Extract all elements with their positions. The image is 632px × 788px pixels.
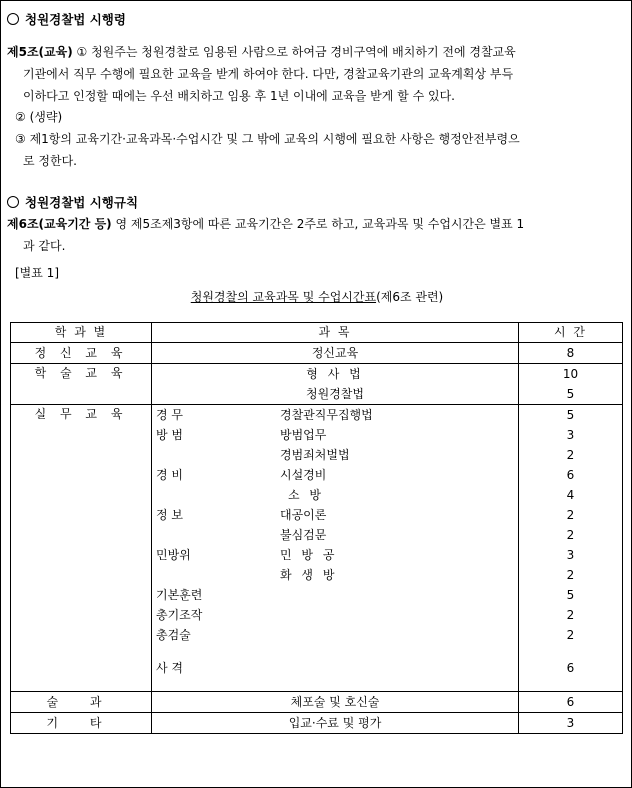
table-row — [11, 405, 623, 426]
subject-cell: 총기조작 — [152, 605, 519, 625]
hours-cell: 3 — [519, 545, 623, 565]
article-5-para-3-line-2: 로 정한다. — [23, 154, 77, 168]
article-5-para-2: ② (생략) — [15, 110, 63, 124]
hours-cell: 5 — [519, 585, 623, 605]
hours-cell: 6 — [519, 465, 623, 485]
subject-cell: 정 보 대공이론 — [152, 505, 519, 525]
hours-cell: 6 — [519, 692, 623, 713]
hours-cell: 2 — [519, 505, 623, 525]
subject-cell: 화 생 방 — [152, 565, 519, 585]
group-cell: 정 신 교 육 — [11, 343, 152, 364]
group-cell: 기 타 — [11, 713, 152, 734]
subject-cell: 불심검문 — [152, 525, 519, 545]
header-department: 학 과 별 — [11, 323, 152, 343]
subject-cell: 방 범 방범업무 — [152, 425, 519, 445]
article-6-line-1: 제6조(교육기간 등) 영 제5조제3항에 따른 교육기간은 2주로 하고, 교육과목 및 수업시간은 별표 1 — [7, 217, 525, 231]
hours-cell: 3 — [519, 713, 623, 734]
hours-cell: 5 — [519, 405, 623, 426]
section-title-rules: 청원경찰법 시행규칙 — [7, 193, 138, 211]
table-row — [11, 692, 623, 713]
article-5-line-3: 이하다고 인정할 때에는 우선 배치하고 임용 후 1년 이내에 교육을 받게 할 수 있다. — [23, 89, 455, 103]
subject-cell: 소 방 — [152, 485, 519, 505]
circle-bullet-icon — [7, 196, 19, 208]
hours-cell: 4 — [519, 485, 623, 505]
table-row — [11, 713, 623, 734]
group-cell: 실 무 교 육 — [11, 405, 152, 692]
subject-cell: 형 사 법 — [152, 364, 519, 385]
curriculum-table — [10, 322, 623, 734]
hours-cell: 5 — [519, 384, 623, 405]
hours-cell: 3 — [519, 425, 623, 445]
subject-cell: 총검술 — [152, 625, 519, 645]
header-subject: 과 목 — [152, 323, 519, 343]
annex-label: [별표 1] — [15, 266, 59, 280]
circle-bullet-icon — [7, 13, 19, 25]
article-5-para-3-line-1: ③ 제1항의 교육기간·교육과목·수업시간 및 그 밖에 교육의 시행에 필요한 사항은 행정안전부령으 — [15, 132, 520, 146]
section-title-decree: 청원경찰법 시행령 — [7, 10, 126, 28]
table-caption: 청원경찰의 교육과목 및 수업시간표(제6조 관련) — [190, 290, 444, 304]
article-5-line-1: 제5조(교육) ① 청원주는 청원경찰로 임용된 사람으로 하여금 경비구역에 배치하기 전에 경찰교육 — [7, 45, 516, 59]
table-row — [11, 364, 623, 385]
subject-cell: 경범죄처벌법 — [152, 445, 519, 465]
group-cell: 학 술 교 육 — [11, 364, 152, 405]
subject-cell: 체포술 및 호신술 — [152, 692, 519, 713]
hours-cell: 2 — [519, 525, 623, 545]
subject-cell: 청원경찰법 — [152, 384, 519, 405]
subject-cell: 입교·수료 및 평가 — [152, 713, 519, 734]
hours-cell: 10 — [519, 364, 623, 385]
subject-cell: 정신교육 — [152, 343, 519, 364]
header-hours: 시 간 — [519, 323, 623, 343]
hours-cell: 2 — [519, 565, 623, 585]
hours-cell: 2 — [519, 605, 623, 625]
subject-cell: 기본훈련 — [152, 585, 519, 605]
subject-cell: 경 무 경찰관직무집행법 — [152, 405, 519, 426]
subject-cell: 경 비 시설경비 — [152, 465, 519, 485]
table-row — [11, 343, 623, 364]
subject-cell: 민방위 민 방 공 — [152, 545, 519, 565]
article-5-line-2: 기관에서 직무 수행에 필요한 교육을 받게 하여야 한다. 다만, 경찰교육기관의 교육계획상 부득 — [23, 67, 514, 81]
hours-cell: 2 — [519, 445, 623, 465]
hours-cell: 2 — [519, 625, 623, 645]
subject-cell: 사 격 — [152, 645, 519, 692]
article-6-line-2: 과 같다. — [23, 239, 66, 253]
group-cell: 술 과 — [11, 692, 152, 713]
table-header-row — [11, 323, 623, 343]
hours-cell: 6 — [519, 645, 623, 692]
hours-cell: 8 — [519, 343, 623, 364]
